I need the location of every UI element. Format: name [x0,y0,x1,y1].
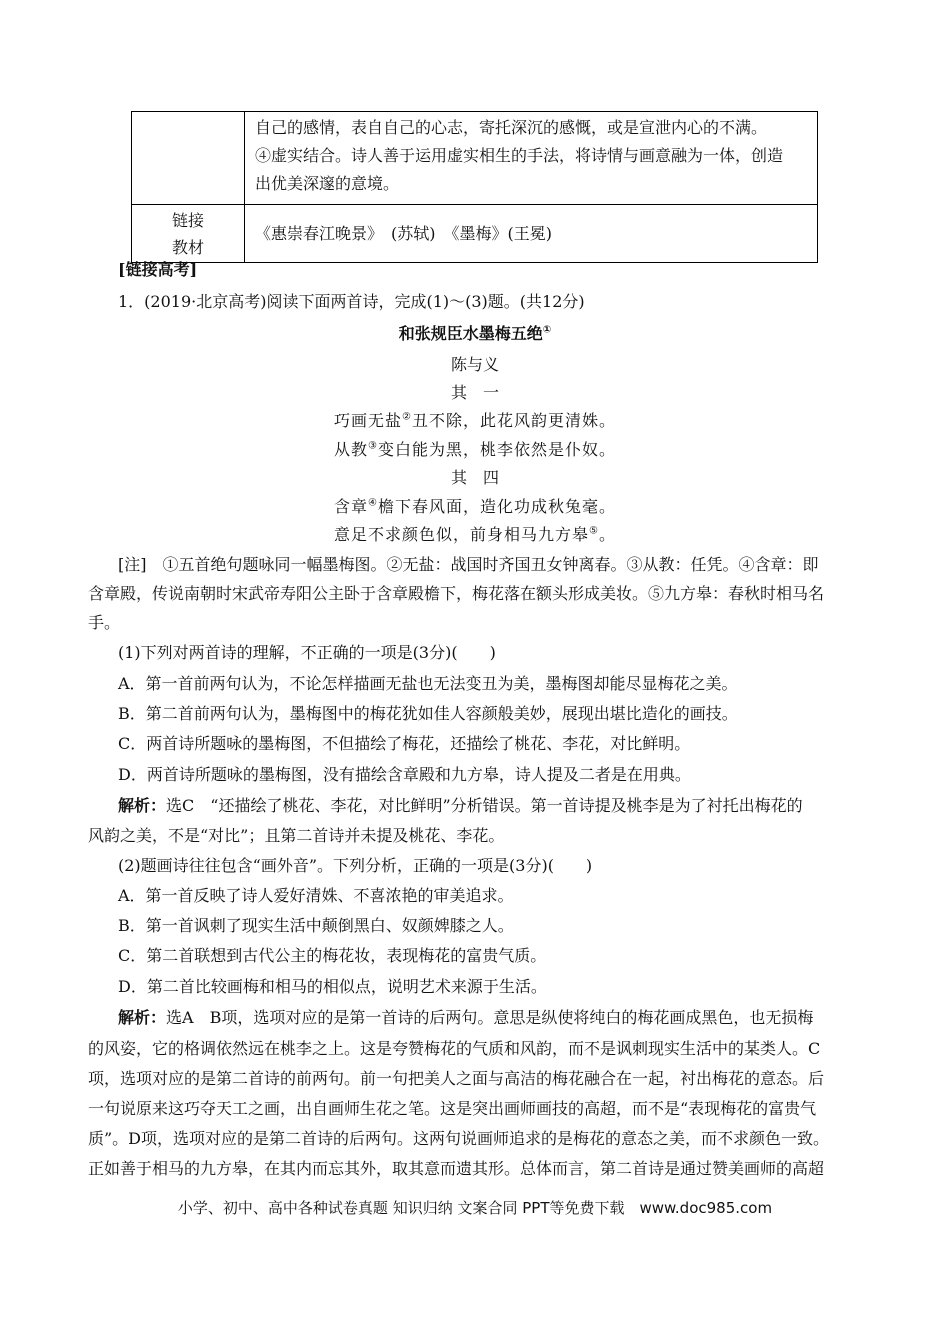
option-a: A．第一首反映了诗人爱好清姝、不喜浓艳的审美追求。 [118,886,514,905]
poem-title [0,319,950,349]
option-d: D．两首诗所题咏的墨梅图，没有描绘含章殿和九方皋，诗人提及二者是在用典。 [118,765,691,784]
poem-part-heading: 其 四 [450,468,499,487]
analysis-line: 项，选项对应的是第二首诗的前两句。前一句把美人之面与高洁的梅花融合在一起，衬出梅花的意态。后 [88,1069,825,1088]
poem-line [0,520,950,550]
notes-line: 手。 [88,613,121,632]
analysis-text: 选C “还描绘了桃花、李花，对比鲜明”分析错误。第一首诗提及桃李是为了衬托出梅花的 [166,796,803,815]
poem-text: 意足不求颜色似，前身相马九方皋 [334,525,590,544]
poem-line [0,406,950,436]
analysis-line: 风韵之美，不是“对比”；且第二首诗并未提及桃花、李花。 [88,826,505,845]
footnote-marker: ① [542,324,552,336]
poem-text: 从教 [334,440,369,459]
notes-line: [注] ①五首绝句题咏同一幅墨梅图。②无盐：战国时齐国丑女钟离春。③从教：任凭。④含章：即 [118,555,819,574]
option-c: C．两首诗所题咏的墨梅图，不但描绘了梅花，还描绘了桃花、李花，对比鲜明。 [118,734,691,753]
analysis-line: 的风姿，它的格调依然远在桃李之上。这是夸赞梅花的气质和风韵，而不是讽刺现实生活中的某类人。C [88,1039,821,1058]
label-line: 链接 [171,210,204,230]
table-row [132,112,818,205]
footnote-marker: ② [402,411,412,423]
option-a: A．第一首前两句认为，不论怎样描画无盐也无法变丑为美，墨梅图却能尽显梅花之美。 [118,674,738,693]
sub-question-stem: (1)下列对两首诗的理解，不正确的一项是(3分)( ) [118,643,496,662]
label-line: 教材 [171,237,204,257]
question-intro: 1．(2019·北京高考)阅读下面两首诗，完成(1)～(3)题。(共12分) [118,292,585,311]
poem-line [0,492,950,522]
table-text-line: 出优美深邃的意境。 [255,174,400,193]
option-c: C．第二首联想到古代公主的梅花妆，表现梅花的富贵气质。 [118,946,547,965]
table-cell-empty [132,112,245,205]
poem-text: 巧画无盐 [334,411,403,430]
footer-watermark: 小学、初中、高中各种试卷真题 知识归纳 文案合同 PPT等免费下载 www.doc985.com [177,1199,773,1217]
option-d: D．第二首比较画梅和相马的相似点，说明艺术来源于生活。 [118,977,547,996]
analysis-line [118,791,898,821]
footnote-marker: ④ [368,497,378,509]
table-cell-content: 《惠崇春江晚景》 (苏轼) 《墨梅》(王冕) [245,205,818,263]
table-row [132,205,818,263]
analysis-line: 质”。D项，选项对应的是第二首诗的后两句。这两句说画师追求的是梅花的意态之美，而不求颜色一致。 [88,1129,830,1148]
table-text-line: 自己的感情，表自自己的心志，寄托深沉的感慨，或是宣泄内心的不满。 [255,118,768,137]
option-b: B．第二首前两句认为，墨梅图中的梅花犹如佳人容颜般美妙，展现出堪比造化的画技。 [118,704,738,723]
poem-line [0,435,950,465]
poem-author: 陈与义 [450,355,499,374]
poem-text: 檐下春风面，造化功成秋兔毫。 [377,497,616,516]
table-text-line: ④虚实结合。诗人善于运用虚实相生的手法，将诗情与画意融为一体，创造 [255,146,784,165]
analysis-label: 解析： [118,796,167,815]
section-heading: [链接高考] [118,260,198,279]
poem-part-heading: 其 一 [450,383,499,402]
analysis-line: 一句说原来这巧夺天工之画，出自画师生花之笔。这是突出画师画技的高超，而不是“表现梅花的富贵气 [88,1099,817,1118]
footnote-marker: ③ [368,440,378,452]
info-table [131,111,818,263]
poem-text: 。 [598,525,616,544]
analysis-label: 解析： [118,1008,167,1027]
analysis-line: 正如善于相马的九方皋，在其内而忘其外，取其意而遗其形。总体而言，第二首诗是通过赞美画师的高超 [88,1159,825,1178]
analysis-text: 选A B项，选项对应的是第一首诗的后两句。意思是纵使将纯白的梅花画成黑色，也无损梅 [166,1008,814,1027]
table-cell-content [245,112,818,205]
notes-line: 含章殿，传说南朝时宋武帝寿阳公主卧于含章殿檐下，梅花落在额头形成美妆。⑤九方皋：春秋时相马名 [88,584,825,603]
table-cell-label [132,205,245,263]
poem-text: 含章 [334,497,369,516]
poem-text: 变白能为黑，桃李依然是仆奴。 [377,440,616,459]
option-b: B．第一首讽刺了现实生活中颠倒黑白、奴颜婢膝之人。 [118,916,514,935]
poem-text: 丑不除，此花风韵更清姝。 [411,411,616,430]
poem-title-text: 和张规臣水墨梅五绝 [398,324,543,343]
footnote-marker: ⑤ [589,525,599,537]
analysis-line [118,1003,898,1033]
sub-question-stem: (2)题画诗往往包含“画外音”。下列分析，正确的一项是(3分)( ) [118,856,593,875]
